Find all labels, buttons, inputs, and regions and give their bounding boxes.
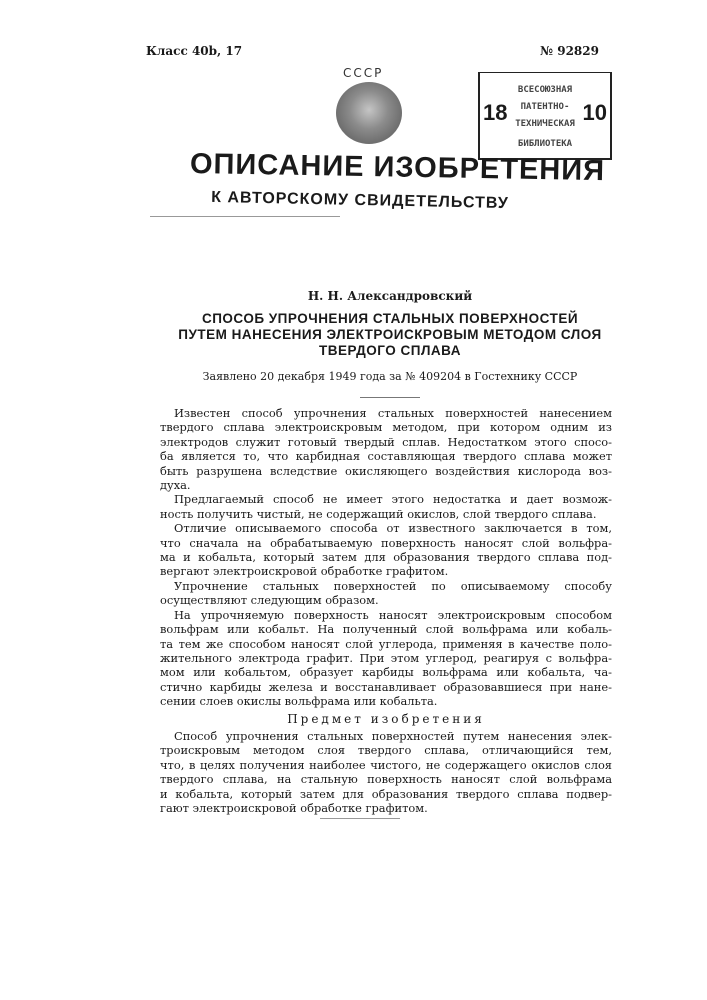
text-line: электродов служит готовый твердый сплав. Недостатком этого спосо- (160, 435, 612, 449)
stamp-line: ВСЕСОЮЗНАЯ (512, 85, 578, 95)
document-title: ОПИСАНИЕ ИЗОБРЕТЕНИЯ (190, 147, 541, 187)
filing-info: Заявлено 20 декабря 1949 года за № 409204 в Гостехнику СССР (160, 370, 620, 383)
patent-class: Класс 40b, 17 (146, 44, 242, 58)
author: Н. Н. Александровский (160, 289, 620, 303)
text-line: Упрочнение стальных поверхностей по описываемому способу (160, 579, 612, 593)
divider (150, 216, 340, 217)
claim-heading: Предмет изобретения (160, 712, 612, 726)
text-line: Предлагаемый способ не имеет этого недостатка и дает возмож- (160, 492, 612, 506)
invention-title (140, 311, 640, 359)
text-line: Способ упрочнения стальных поверхностей путем нанесения элек- (160, 729, 612, 743)
text-line: ма и кобальта, который затем для образования твердого сплава под- (160, 550, 612, 564)
text-line: вольфрам или кобальт. На полученный слой вольфрама или кобаль- (160, 622, 612, 636)
text-line: и кобальта, который затем для образования твердого сплава подвер- (160, 787, 612, 801)
text-line: жительного электрода графит. При этом углерод, реагируя с вольфра- (160, 651, 612, 665)
ussr-emblem-icon (336, 82, 402, 144)
patent-number: № 92829 (540, 44, 599, 58)
text-line: гают электроискровой обработке графитом. (160, 801, 612, 815)
text-line: ба является то, что карбидная составляющая твердого сплава может (160, 449, 612, 463)
stamp-line: ТЕХНИЧЕСКАЯ (512, 119, 578, 129)
document-subtitle: К АВТОРСКОМУ СВИДЕТЕЛЬСТВУ (210, 189, 510, 213)
text-line: троискровым методом слоя твердого сплава, отличающийся тем, (160, 743, 612, 757)
text-line: что сначала на обрабатываемую поверхность наносят слой вольфра- (160, 536, 612, 550)
text-line: твердого сплава электроискровым методом, при котором одним из (160, 420, 612, 434)
stamp-line: ПАТЕНТНО- (512, 102, 578, 112)
text-line: осуществляют следующим образом. (160, 593, 612, 607)
text-line: ность получить чистый, не содержащий окислов, слой твердого сплава. (160, 507, 612, 521)
text-line: твердого сплава, на стальную поверхность наносят слой вольфрама (160, 772, 612, 786)
text-line: стично карбиды железа и восстанавливает образовавшиеся при нане- (160, 680, 612, 694)
text-line: сении слоев окислы вольфрама или кобальта. (160, 694, 612, 708)
text-line: Известен способ упрочнения стальных поверхностей нанесением (160, 406, 612, 420)
title-line: СПОСОБ УПРОЧНЕНИЯ СТАЛЬНЫХ ПОВЕРХНОСТЕЙ (140, 311, 640, 327)
text-line: та тем же способом наносят слой углерода, применяя в качестве поло- (160, 637, 612, 651)
text-line: Отличие описываемого способа от известного заключается в том, (160, 521, 612, 535)
country-label: СССР (343, 66, 383, 80)
library-stamp (478, 72, 612, 160)
description (160, 406, 612, 709)
text-line: На упрочняемую поверхность наносят электроискровым способом (160, 608, 612, 622)
stamp-right-digit: 10 (583, 101, 607, 125)
divider (320, 818, 400, 819)
text-line: духа. (160, 478, 612, 492)
stamp-left-digit: 18 (483, 101, 507, 125)
claim (160, 729, 612, 815)
divider (360, 397, 420, 398)
text-line: что, в целях получения наиболее чистого, не содержащего окислов слоя (160, 758, 612, 772)
text-line: быть разрушена вследствие окисляющего воздействия кислорода воз- (160, 464, 612, 478)
stamp-line: БИБЛИОТЕКА (512, 139, 578, 149)
text-line: вергают электроискровой обработке графитом. (160, 564, 612, 578)
title-line: ТВЕРДОГО СПЛАВА (140, 343, 640, 359)
title-line: ПУТЕМ НАНЕСЕНИЯ ЭЛЕКТРОИСКРОВЫМ МЕТОДОМ СЛОЯ (140, 327, 640, 343)
document-body (160, 406, 612, 815)
text-line: мом или кобальтом, образует карбиды вольфрама или кобальта, ча- (160, 665, 612, 679)
